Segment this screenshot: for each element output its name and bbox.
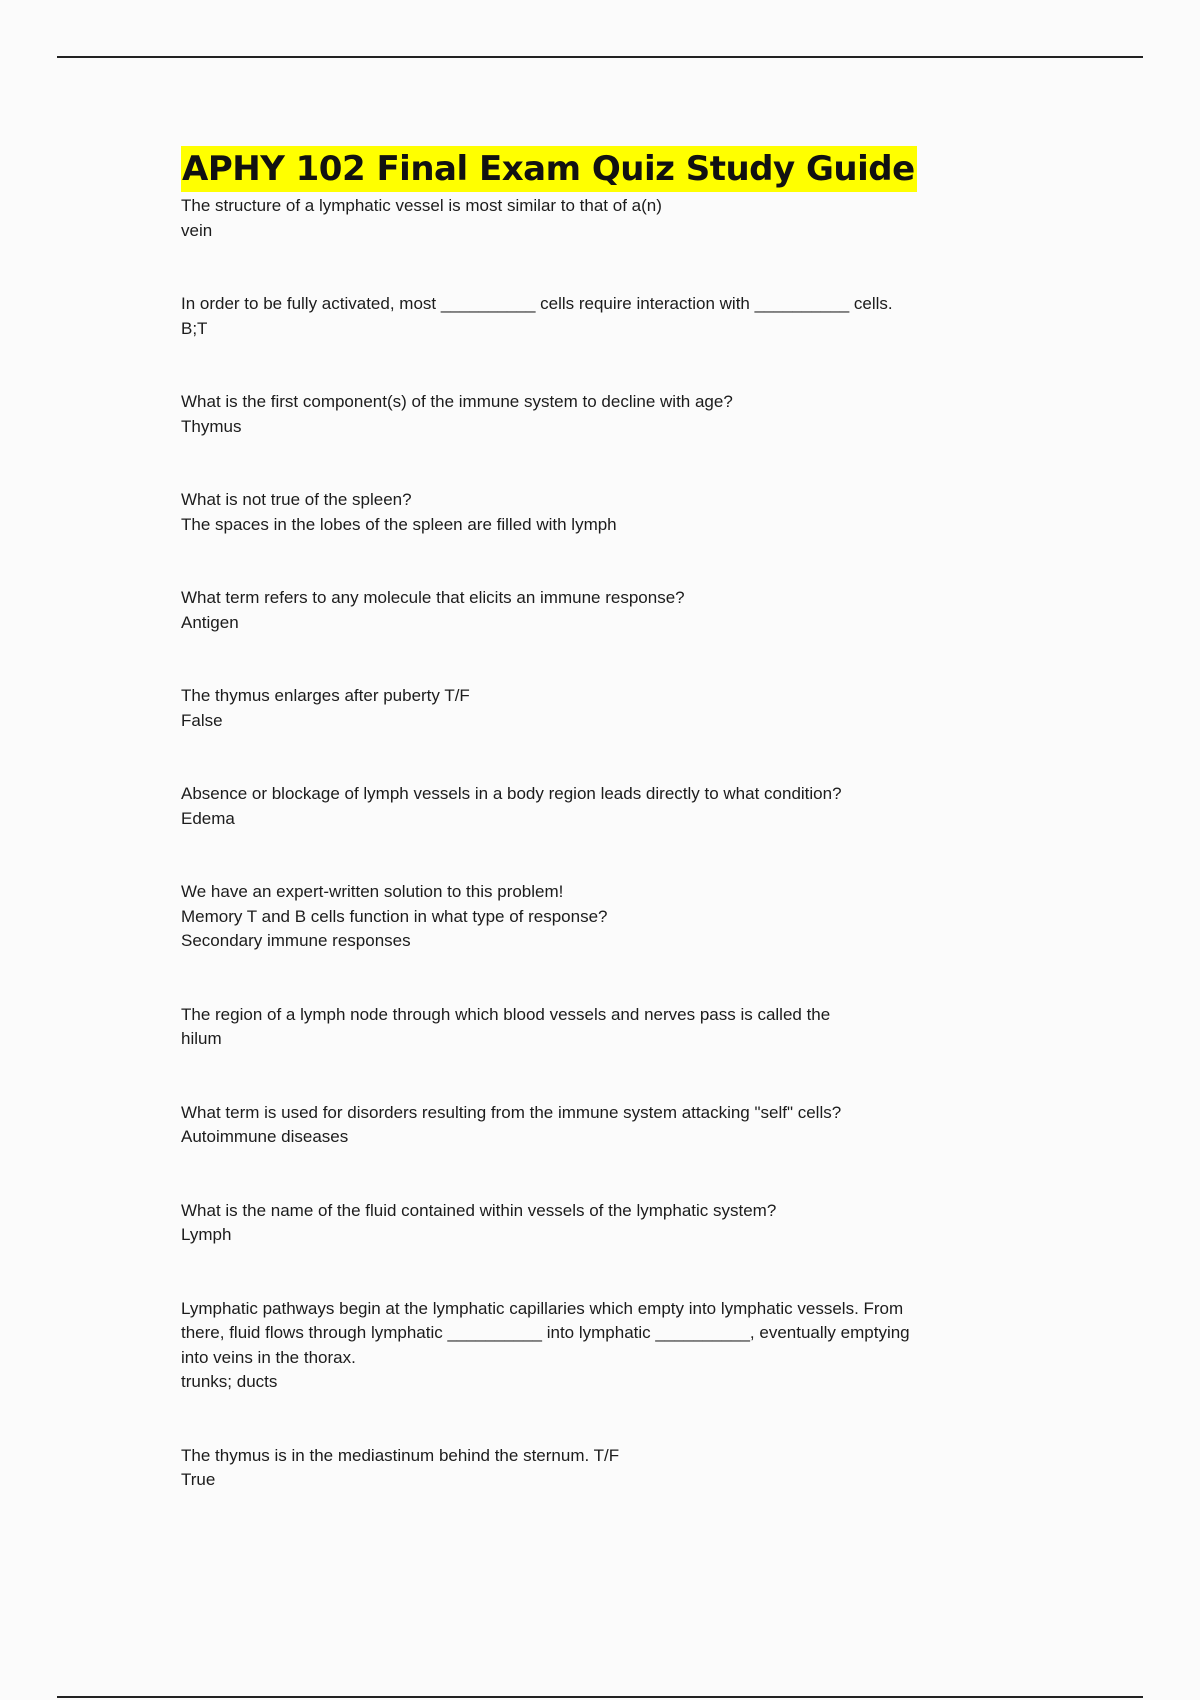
question: The thymus is in the mediastinum behind the sternum. T/F	[181, 1445, 620, 1465]
qa-item	[181, 1444, 1081, 1493]
qa-item	[181, 1101, 1081, 1150]
qa-item	[181, 390, 1081, 439]
answer: Thymus	[181, 416, 242, 436]
qa-item	[181, 880, 1081, 954]
question-line: Lymphatic pathways begin at the lymphatic capillaries which empty into lymphatic vessels. From	[181, 1298, 904, 1318]
qa-item	[181, 1297, 1081, 1395]
solution-note: We have an expert-written solution to this problem!	[181, 882, 564, 901]
question: The region of a lymph node through which blood vessels and nerves pass is called the	[181, 1004, 831, 1024]
document-title: APHY 102 Final Exam Quiz Study Guide	[181, 146, 917, 192]
answer: The spaces in the lobes of the spleen are filled with lymph	[181, 514, 617, 534]
qa-item	[181, 586, 1081, 635]
answer: hilum	[181, 1029, 222, 1048]
question: The structure of a lymphatic vessel is most similar to that of a(n)	[181, 196, 662, 215]
question: The thymus enlarges after puberty T/F	[181, 686, 470, 705]
qa-item	[181, 292, 1081, 341]
answer: True	[181, 1470, 216, 1489]
qa-item	[181, 194, 1081, 243]
answer: B;T	[181, 318, 208, 338]
question: What term refers to any molecule that elicits an immune response?	[181, 588, 685, 607]
document-content	[181, 146, 1081, 1542]
question-line: there, fluid flows through lymphatic __________ into lymphatic __________, eventually emptying	[181, 1323, 910, 1342]
qa-item	[181, 1003, 1081, 1052]
answer: vein	[181, 220, 213, 240]
question: In order to be fully activated, most __________ cells require interaction with __________ cells.	[181, 294, 893, 313]
question: What is the name of the fluid contained within vessels of the lymphatic system?	[181, 1200, 777, 1220]
top-rule	[57, 56, 1143, 58]
answer: Lymph	[181, 1225, 232, 1244]
qa-list	[181, 194, 1081, 1493]
answer: Antigen	[181, 612, 239, 632]
qa-item	[181, 782, 1081, 831]
bottom-rule	[57, 1696, 1143, 1698]
question: What is not true of the spleen?	[181, 490, 412, 509]
question: Absence or blockage of lymph vessels in a body region leads directly to what condition?	[181, 784, 842, 803]
question: What term is used for disorders resulting from the immune system attacking "self" cells?	[181, 1102, 842, 1122]
qa-item	[181, 684, 1081, 733]
qa-item	[181, 488, 1081, 537]
question-line: into veins in the thorax.	[181, 1347, 356, 1367]
answer: trunks; ducts	[181, 1372, 278, 1391]
question: Memory T and B cells function in what type of response?	[181, 906, 608, 926]
answer: False	[181, 710, 223, 730]
question: What is the first component(s) of the immune system to decline with age?	[181, 392, 733, 411]
answer: Secondary immune responses	[181, 931, 411, 950]
answer: Autoimmune diseases	[181, 1127, 349, 1146]
answer: Edema	[181, 808, 235, 828]
qa-item	[181, 1199, 1081, 1248]
